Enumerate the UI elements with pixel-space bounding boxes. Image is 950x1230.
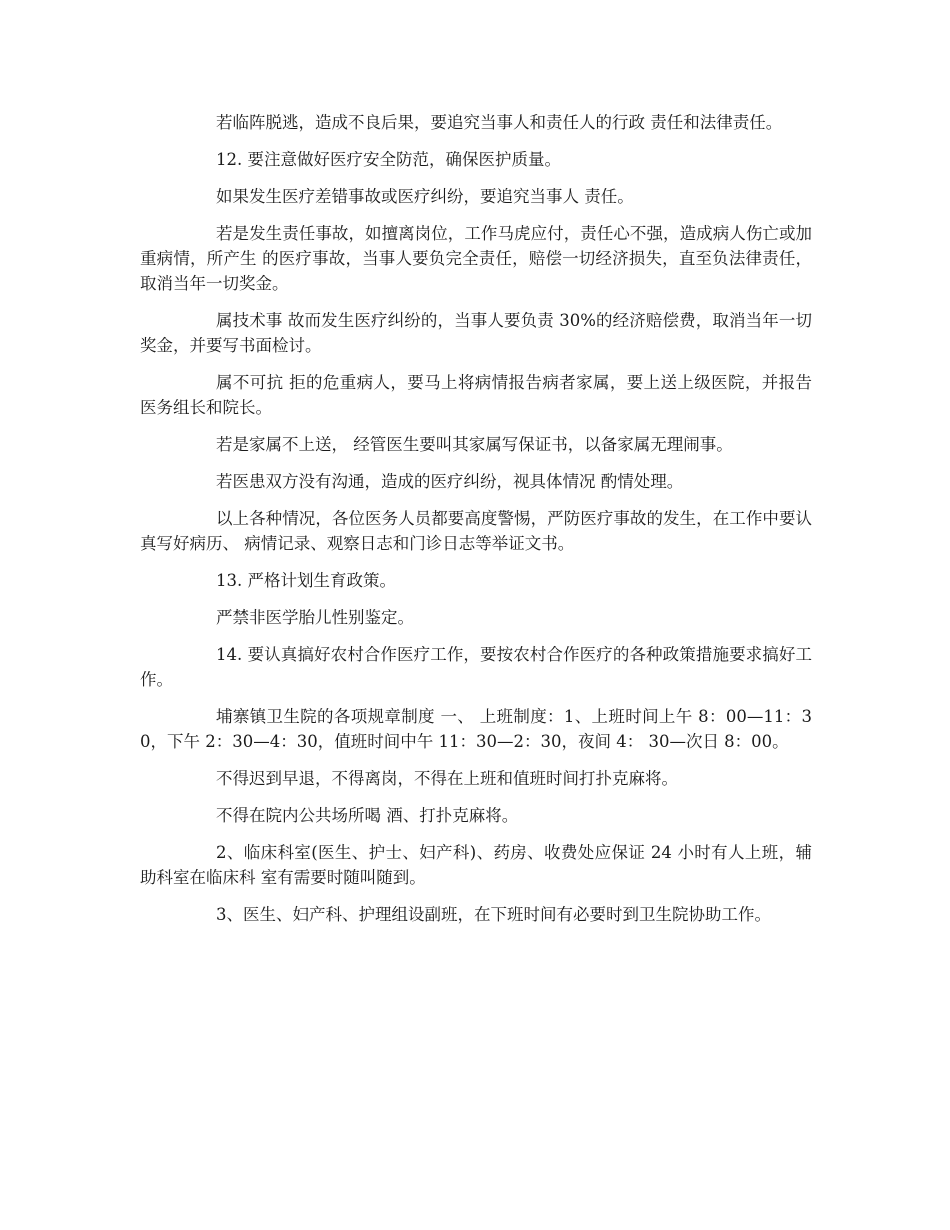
paragraph: 若临阵脱逃，造成不良后果，要追究当事人和责任人的行政 责任和法律责任。 [216, 113, 783, 132]
paragraph: 3、医生、妇产科、护理组设副班，在下班时间有必要时到卫生院协助工作。 [216, 905, 771, 924]
paragraph: 2、临床科室(医生、护士、妇产科)、药房、收费处应保证 24 小时有人上班，辅助科室在临床科 室有需要时随叫随到。 [140, 843, 812, 887]
paragraph: 若是家属不上送， 经管医生要叫其家属写保证书，以备家属无理闹事。 [216, 435, 733, 454]
paragraph: 埔寨镇卫生院的各项规章制度 一、 上班制度：1、上班时间上午 8：00—11：30，下午 2：30—4：30，值班时间中午 11：30—2：30，夜间 4： 30—次日 8：00。 [140, 707, 812, 751]
paragraph: 13. 严格计划生育政策。 [216, 571, 396, 590]
paragraph: 不得迟到早退，不得离岗，不得在上班和值班时间打扑克麻将。 [216, 769, 678, 788]
paragraph: 不得在院内公共场所喝 酒、打扑克麻将。 [216, 806, 519, 825]
document-body [140, 110, 812, 939]
paragraph: 属不可抗 拒的危重病人，要马上将病情报告病者家属，要上送上级医院，并报告医务组长和院长。 [140, 373, 812, 417]
paragraph: 12. 要注意做好医疗安全防范，确保医护质量。 [216, 150, 561, 169]
paragraph: 如果发生医疗差错事故或医疗纠纷，要追究当事人 责任。 [216, 187, 634, 206]
paragraph: 若是发生责任事故，如擅离岗位，工作马虎应付，责任心不强，造成病人伤亡或加重病情，所产生 的医疗事故，当事人要负完全责任，赔偿一切经济损失，直至负法律责任，取消当年一切奖金。 [140, 224, 812, 293]
paragraph: 严禁非医学胎儿性别鉴定。 [216, 608, 414, 627]
paragraph: 14. 要认真搞好农村合作医疗工作，要按农村合作医疗的各种政策措施要求搞好工作。 [140, 645, 812, 689]
paragraph: 以上各种情况，各位医务人员都要高度警惕，严防医疗事故的发生，在工作中要认真写好病历、 病情记录、观察日志和门诊日志等举证文书。 [140, 509, 812, 553]
paragraph: 属技术事 故而发生医疗纠纷的，当事人要负责 30%的经济赔偿费，取消当年一切奖金，并要写书面检讨。 [140, 311, 812, 355]
paragraph: 若医患双方没有沟通，造成的医疗纠纷，视具体情况 酌情处理。 [216, 472, 684, 491]
